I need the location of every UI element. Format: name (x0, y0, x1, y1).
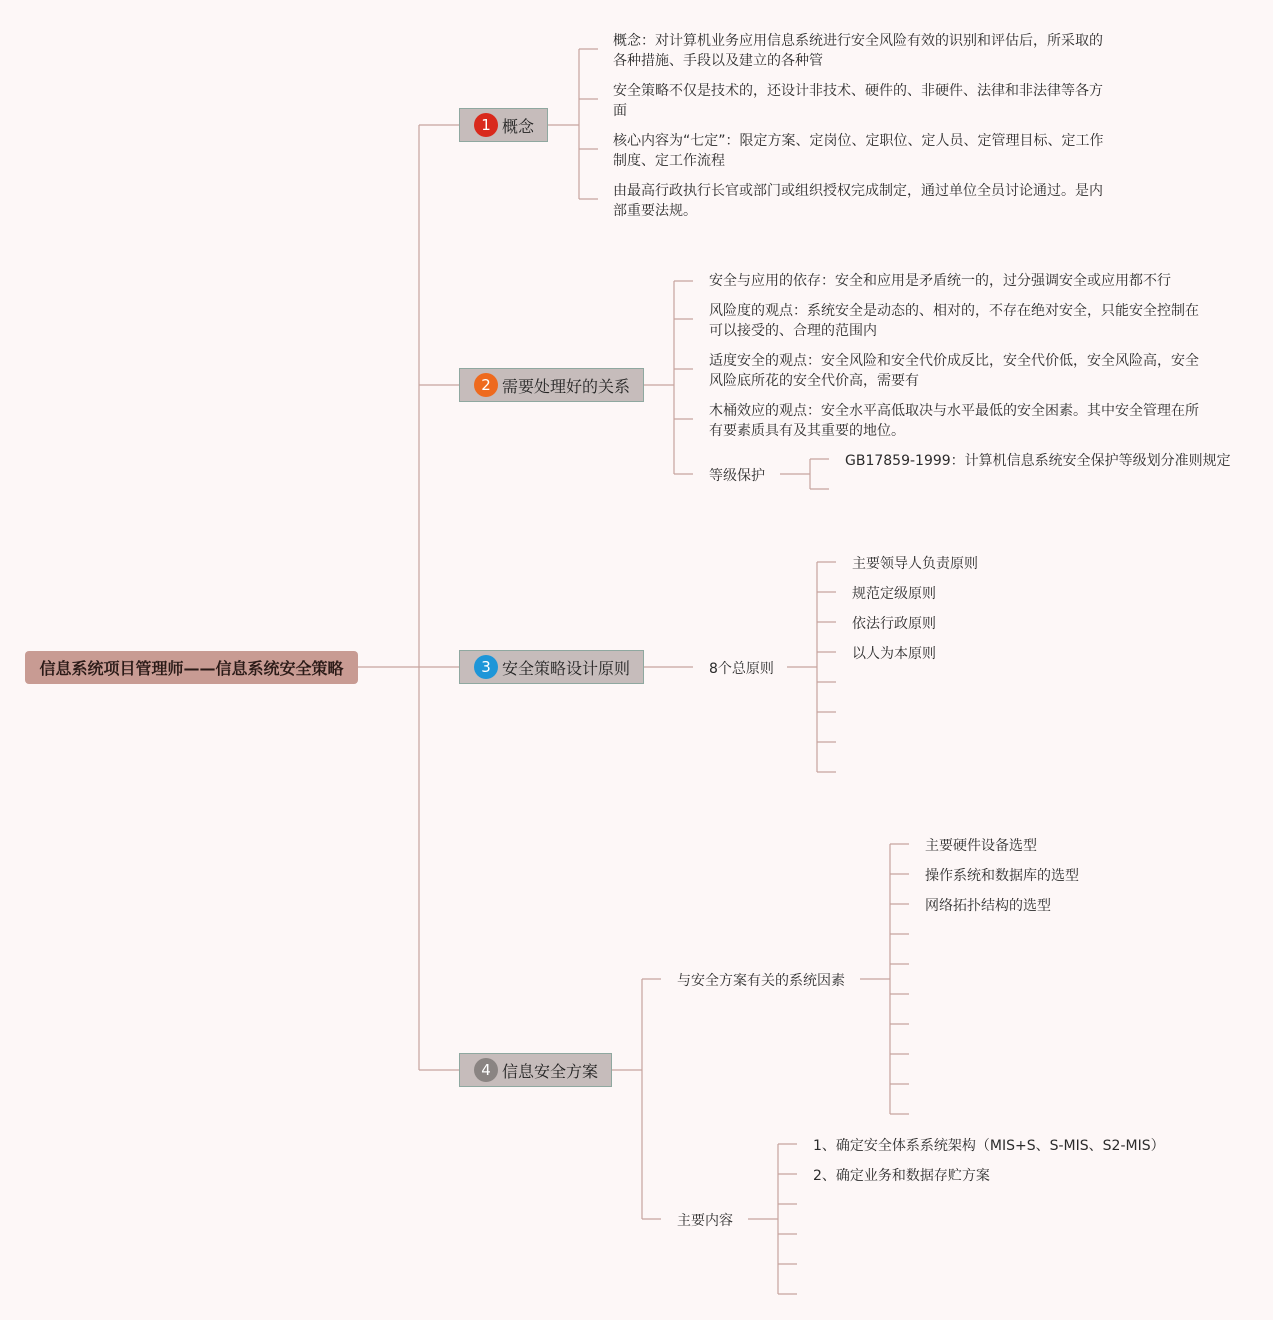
concept-item-4[interactable]: 由最高行政执行长官或部门或组织授权完成制定，通过单位全员讨论通过。是内 部重要法规。 (613, 183, 1103, 219)
topic-label: 信息安全方案 (502, 1061, 599, 1081)
relation-item-3[interactable]: 适度安全的观点：安全风险和安全代价成反比，安全代价低，安全风险高，安全 风险底所花的安全代价高，需要有 (709, 353, 1199, 389)
topic-label: 安全策略设计原则 (502, 658, 631, 678)
concept-item-2[interactable]: 安全策略不仅是技术的，还设计非技术、硬件的、非硬件、法律和非法律等各方 面 (613, 83, 1103, 119)
factor-item-1[interactable]: 主要硬件设备选型 (925, 838, 1037, 854)
concept-item-1[interactable]: 概念：对计算机业务应用信息系统进行安全风险有效的识别和评估后，所采取的 各种措施、手段以及建立的各种管 (613, 33, 1103, 69)
relation-item-2[interactable]: 风险度的观点：系统安全是动态的、相对的，不存在绝对安全，只能安全控制在 可以接受的、合理的范围内 (709, 303, 1199, 339)
principle-item-2[interactable]: 规范定级原则 (852, 586, 936, 602)
number-badge-1: 1 (474, 113, 498, 137)
factor-item-2[interactable]: 操作系统和数据库的选型 (925, 868, 1079, 884)
factor-item-3[interactable]: 网络拓扑结构的选型 (925, 898, 1051, 914)
principle-item-4[interactable]: 以人为本原则 (852, 646, 936, 662)
number-badge-2: 2 (474, 373, 498, 397)
topic-label: 概念 (502, 116, 535, 136)
concept-item-3[interactable]: 核心内容为“七定”：限定方案、定岗位、定职位、定人员、定管理目标、定工作 制度、定工作流程 (613, 133, 1104, 169)
relation-item-1[interactable]: 安全与应用的依存：安全和应用是矛盾统一的，过分强调安全或应用都不行 (709, 273, 1171, 289)
topic-label: 需要处理好的关系 (502, 376, 631, 396)
principle-item-1[interactable]: 主要领导人负责原则 (852, 556, 978, 572)
root-title: 信息系统项目管理师——信息系统安全策略 (39, 659, 344, 678)
eight-principles-node[interactable]: 8个总原则 (709, 661, 774, 677)
grade-item-1[interactable]: GB17859-1999：计算机信息系统安全保护等级划分准则规定 (845, 453, 1231, 469)
topic-relations[interactable] (459, 368, 644, 402)
root-topic[interactable] (25, 651, 358, 684)
topic-concept[interactable] (459, 108, 548, 142)
content-item-2[interactable]: 2、确定业务和数据存贮方案 (813, 1168, 990, 1184)
relation-item-4[interactable]: 木桶效应的观点：安全水平高低取决与水平最低的安全困素。其中安全管理在所 有要素质具有及其重要的地位。 (709, 403, 1199, 439)
grade-protection-node[interactable]: 等级保护 (709, 468, 765, 484)
topic-design-principles[interactable] (459, 650, 644, 684)
number-badge-4: 4 (474, 1058, 498, 1082)
number-badge-3: 3 (474, 655, 498, 679)
content-item-1[interactable]: 1、确定安全体系系统架构（MIS+S、S-MIS、S2-MIS） (813, 1138, 1165, 1154)
principle-item-3[interactable]: 依法行政原则 (852, 616, 936, 632)
system-factors-node[interactable]: 与安全方案有关的系统因素 (677, 973, 845, 989)
topic-security-plan[interactable] (459, 1053, 612, 1087)
main-content-node[interactable]: 主要内容 (677, 1213, 733, 1229)
